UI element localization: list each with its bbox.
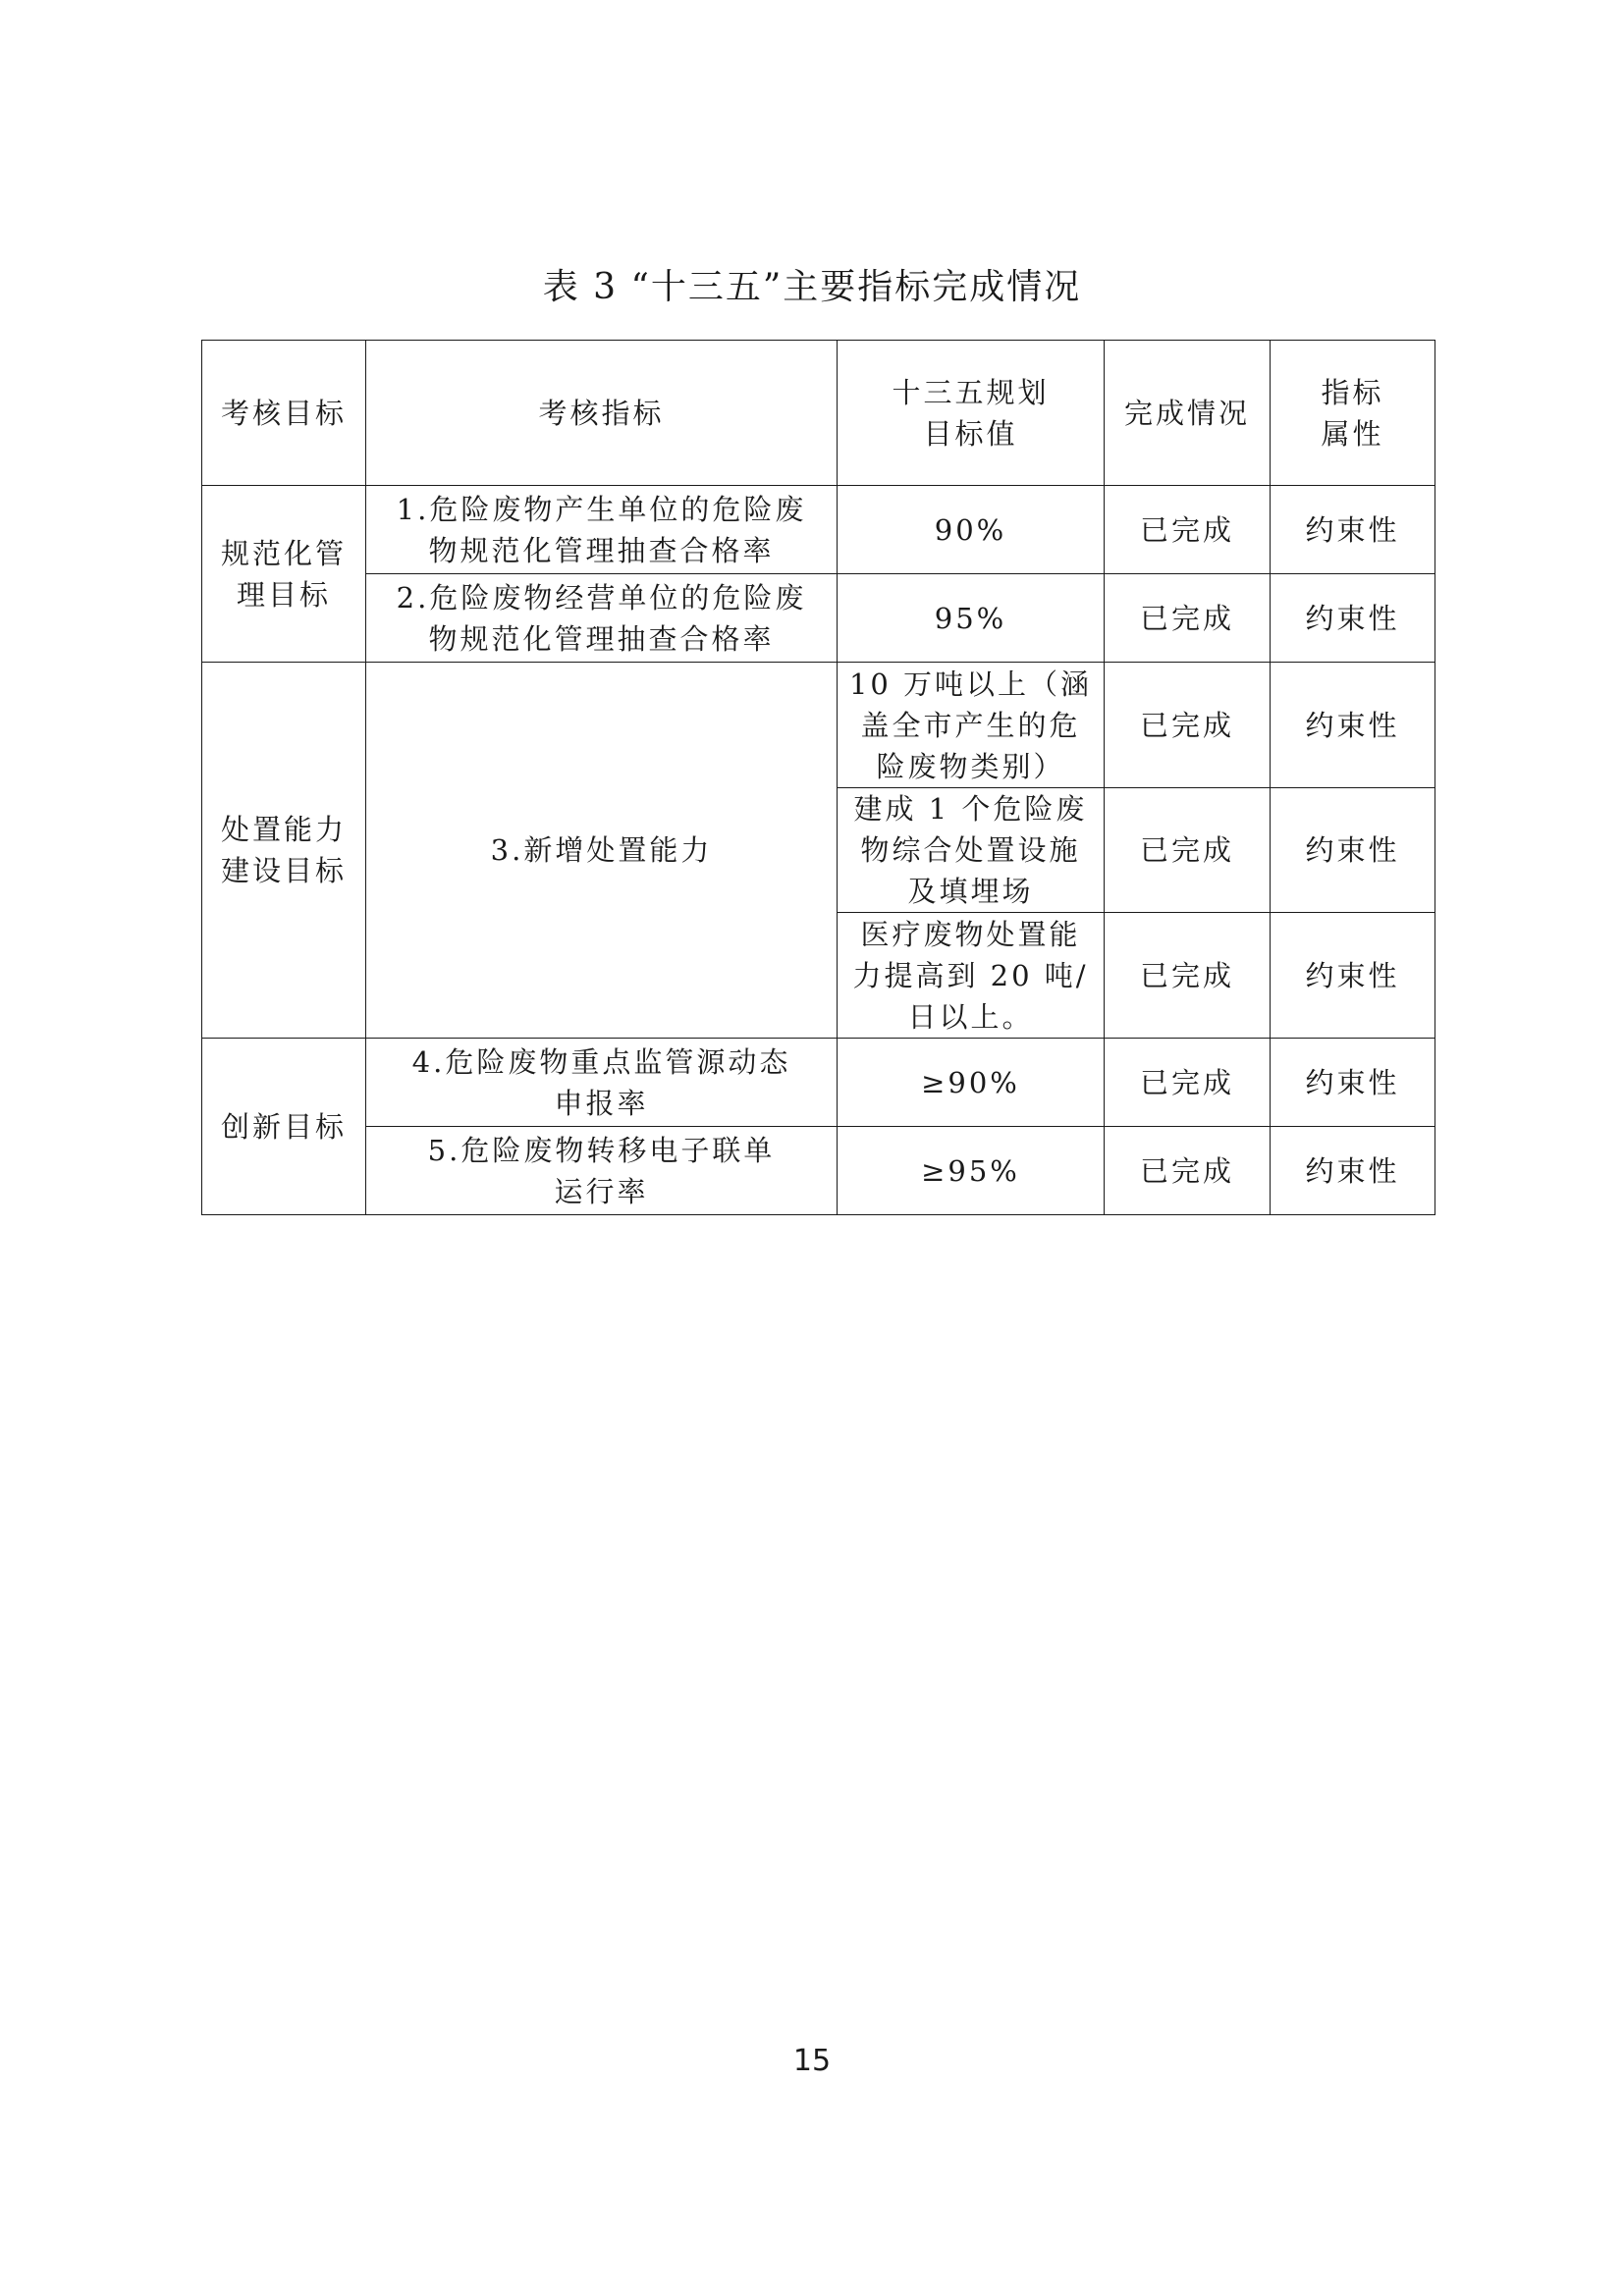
header-target: 十三五规划 目标值	[838, 341, 1105, 486]
target-cell: 建成 1 个危险废 物综合处置设施 及填埋场	[838, 788, 1105, 913]
status-cell: 已完成	[1105, 1039, 1271, 1127]
attribute-cell: 约束性	[1271, 663, 1435, 788]
table-row	[202, 1127, 1435, 1215]
page-number: 15	[792, 2044, 832, 2078]
status-cell: 已完成	[1105, 1127, 1271, 1215]
goal-cell: 处置能力 建设目标	[202, 663, 366, 1039]
indicator-cell: 5.危险废物转移电子联单 运行率	[366, 1127, 838, 1215]
status-cell: 已完成	[1105, 574, 1271, 663]
target-cell: 医疗废物处置能 力提高到 20 吨/ 日以上。	[838, 913, 1105, 1039]
attribute-cell: 约束性	[1271, 1039, 1435, 1127]
status-cell: 已完成	[1105, 663, 1271, 788]
header-status: 完成情况	[1105, 341, 1271, 486]
target-cell: ≥90%	[838, 1039, 1105, 1127]
indicator-cell: 4.危险废物重点监管源动态 申报率	[366, 1039, 838, 1127]
target-cell: 90%	[838, 486, 1105, 574]
status-cell: 已完成	[1105, 788, 1271, 913]
header-goal: 考核目标	[202, 341, 366, 486]
attribute-cell: 约束性	[1271, 486, 1435, 574]
attribute-cell: 约束性	[1271, 913, 1435, 1039]
target-cell: 95%	[838, 574, 1105, 663]
indicator-cell: 3.新增处置能力	[366, 663, 838, 1039]
indicators-table	[201, 340, 1435, 1215]
table-row	[202, 574, 1435, 663]
status-cell: 已完成	[1105, 486, 1271, 574]
target-cell: ≥95%	[838, 1127, 1105, 1215]
attribute-cell: 约束性	[1271, 788, 1435, 913]
indicator-cell: 2.危险废物经营单位的危险废 物规范化管理抽查合格率	[366, 574, 838, 663]
goal-cell: 规范化管 理目标	[202, 486, 366, 663]
indicator-cell: 1.危险废物产生单位的危险废 物规范化管理抽查合格率	[366, 486, 838, 574]
table-row	[202, 1039, 1435, 1127]
attribute-cell: 约束性	[1271, 1127, 1435, 1215]
target-cell: 10 万吨以上（涵 盖全市产生的危 险废物类别）	[838, 663, 1105, 788]
header-attribute: 指标 属性	[1271, 341, 1435, 486]
table-header-row	[202, 341, 1435, 486]
attribute-cell: 约束性	[1271, 574, 1435, 663]
table-row	[202, 486, 1435, 574]
goal-cell: 创新目标	[202, 1039, 366, 1215]
table-caption: 表 3 “十三五”主要指标完成情况	[542, 267, 1082, 307]
table-row	[202, 663, 1435, 788]
status-cell: 已完成	[1105, 913, 1271, 1039]
header-indicator: 考核指标	[366, 341, 838, 486]
